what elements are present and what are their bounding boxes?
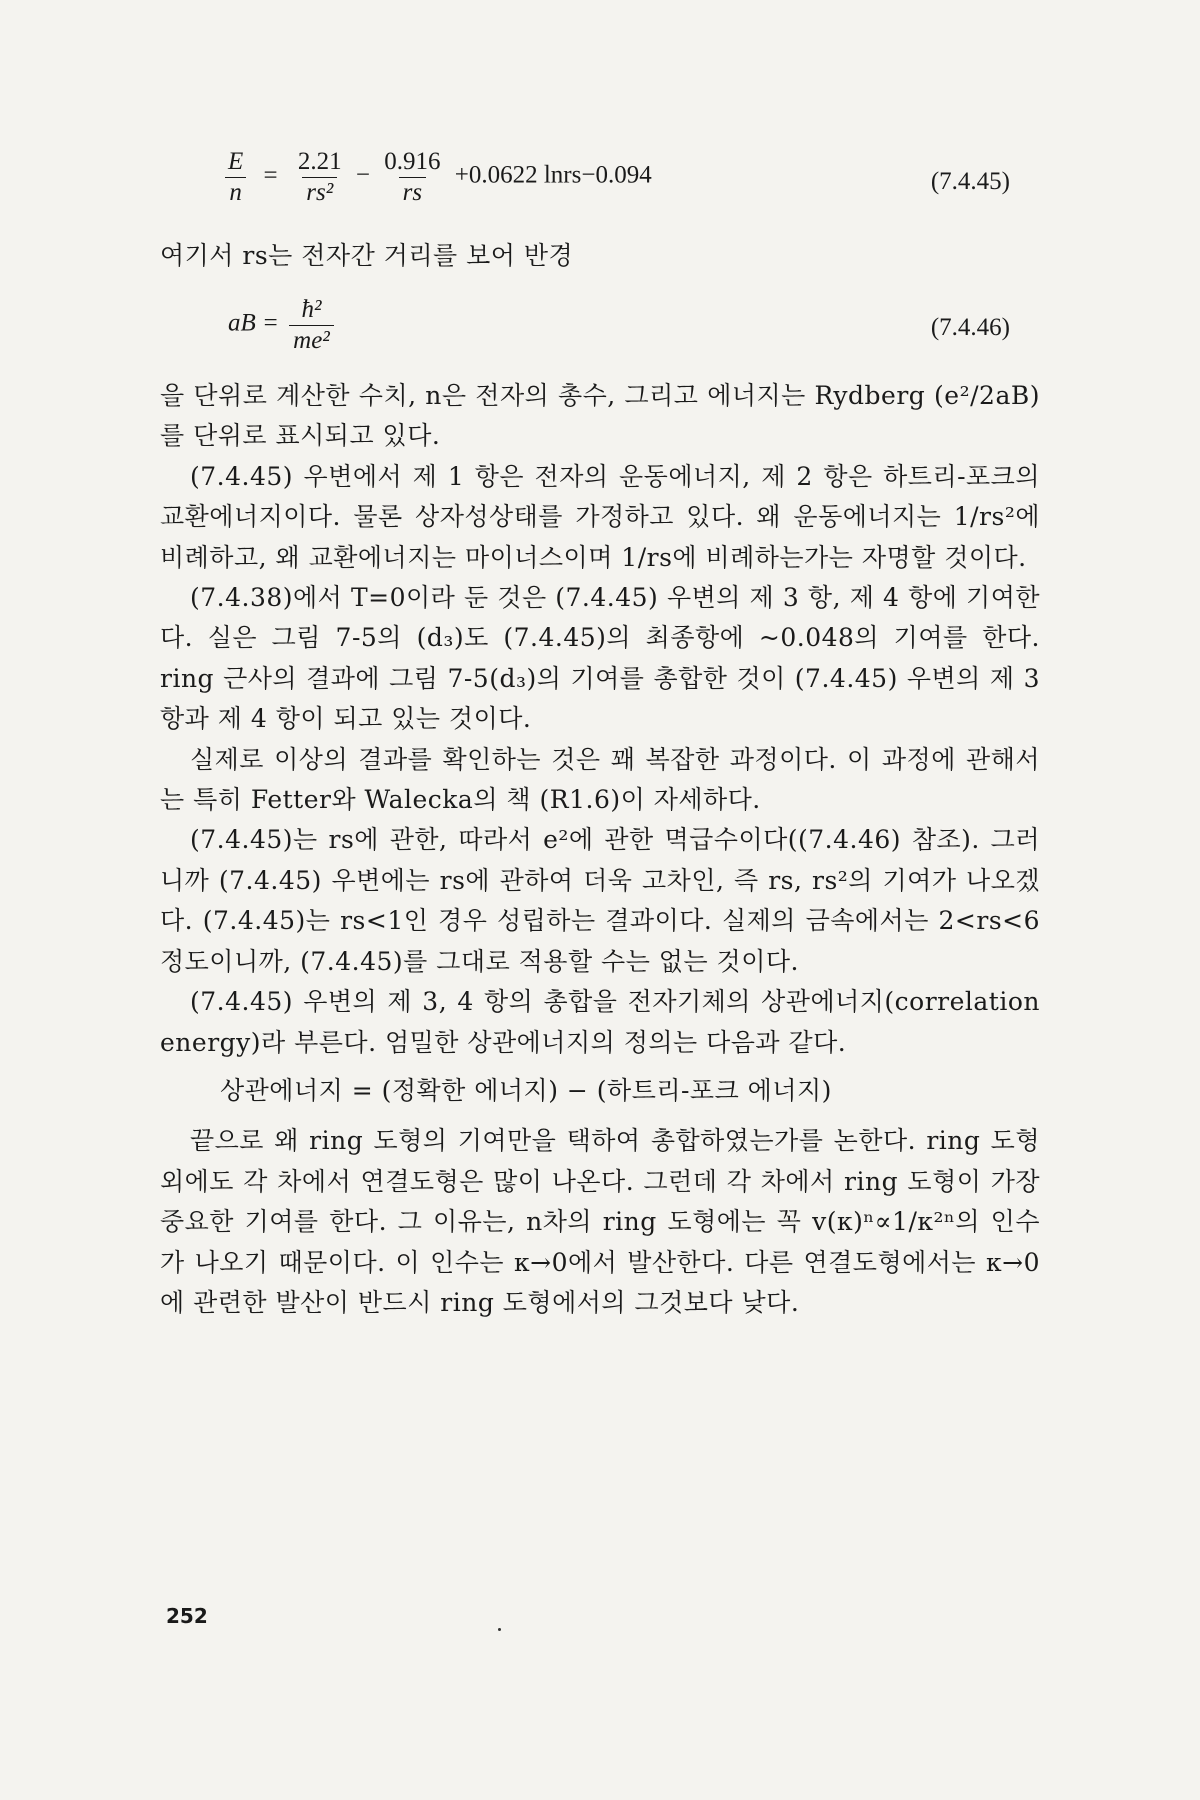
equation-number: (7.4.45): [930, 168, 1010, 195]
eq46-lhs: aB =: [228, 309, 279, 337]
eq45-term1: $\frac{2.21}{\text{rs²}}$: [297, 148, 342, 206]
eq45-tail: +0.0622 lnrs−0.094: [454, 161, 652, 189]
paragraph-3: (7.4.45) 우변에서 제 1 항은 전자의 운동에너지, 제 2 항은 하트리-포크의 교환에너지이다. 물론 상자성상태를 가정하고 있다. 왜 운동에너지는 1/rs²에 비례하고, 왜 교환에너지는 마이너스이며 1/rs에 비례하는가는 자명할 것이다.: [160, 461, 1040, 572]
paragraph-8: 끝으로 왜 ring 도형의 기여만을 택하여 총합하였는가를 논한다. ring 도형 외에도 각 차에서 연결도형은 많이 나온다. 그런데 각 차에서 ring 도형이 가장 중요한 기여를 한다. 그 이유는, n차의 ring 도형에는 꼭 v(κ)ⁿ∝1/κ²ⁿ의 인수가 나오기 때문이다. 이 인수는 κ→0에서 발산한다. 다른 연결도형에서는 κ→0에 관련한 발산이 반드시 ring 도형에서의 그것보다 낮다.: [160, 1126, 1040, 1317]
paragraph-5: 실제로 이상의 결과를 확인하는 것은 꽤 복잡한 과정이다. 이 과정에 관해서는 특히 Fetter와 Walecka의 책 (R1.6)이 자세하다.: [160, 744, 1040, 815]
eq45-lhs: $\frac{E}{n}$: [224, 148, 247, 206]
paragraph-4: (7.4.38)에서 T=0이라 둔 것은 (7.4.45) 우변의 제 3 항, 제 4 항에 기여한다. 실은 그림 7-5의 (d₃)도 (7.4.45)의 최종항에 ~0.048의 기여를 한다. ring 근사의 결과에 그림 7-5(d₃)의 기여를 총합한 것이 (7.4.45) 우변의 제 3 항과 제 4 항이 되고 있는 것이다.: [160, 583, 1040, 734]
page-number: 252: [166, 1604, 208, 1628]
paragraph-1: 여기서 rs는 전자간 거리를 보어 반경: [160, 241, 574, 270]
paragraph-7: (7.4.45) 우변의 제 3, 4 항의 총합을 전자기체의 상관에너지(correlation energy)라 부른다. 엄밀한 상관에너지의 정의는 다음과 같다.: [160, 987, 1040, 1057]
correlation-energy-definition: 상관에너지 = (정확한 에너지) − (하트리-포크 에너지): [220, 1075, 832, 1105]
scan-speck: [498, 1628, 501, 1631]
equation-7-4-45: $\frac{E}{n}$ = $\frac{2.21}{\text{rs²}}$ − $\frac{0.916}{rs}$ +0.0622 lnrs−0.094 (7.4.45): [160, 148, 1040, 218]
eq45-term2: $\frac{0.916}{rs}$: [384, 148, 441, 206]
paragraph-2: 을 단위로 계산한 수치, n은 전자의 총수, 그리고 에너지는 Rydberg (e²/2aB)를 단위로 표시되고 있다.: [160, 381, 1040, 451]
equation-number: (7.4.46): [930, 314, 1010, 341]
equation-7-4-46: [160, 296, 1040, 366]
body-text: [160, 376, 1040, 1323]
eq46-fraction: $\frac{\text{ħ²}}{\text{me²}}$: [289, 296, 334, 354]
paragraph-6: (7.4.45)는 rs에 관한, 따라서 e²에 관한 멱급수이다((7.4.46) 참조). 그러니까 (7.4.45) 우변에는 rs에 관하여 더욱 고차인, 즉 rs, rs²의 기여가 나오겠다. (7.4.45)는 rs<1인 경우 성립하는 결과이다. 실제의 금속에서는 2<rs<6 정도이니까, (7.4.45)를 그대로 적용할 수는 없는 것이다.: [160, 825, 1040, 976]
